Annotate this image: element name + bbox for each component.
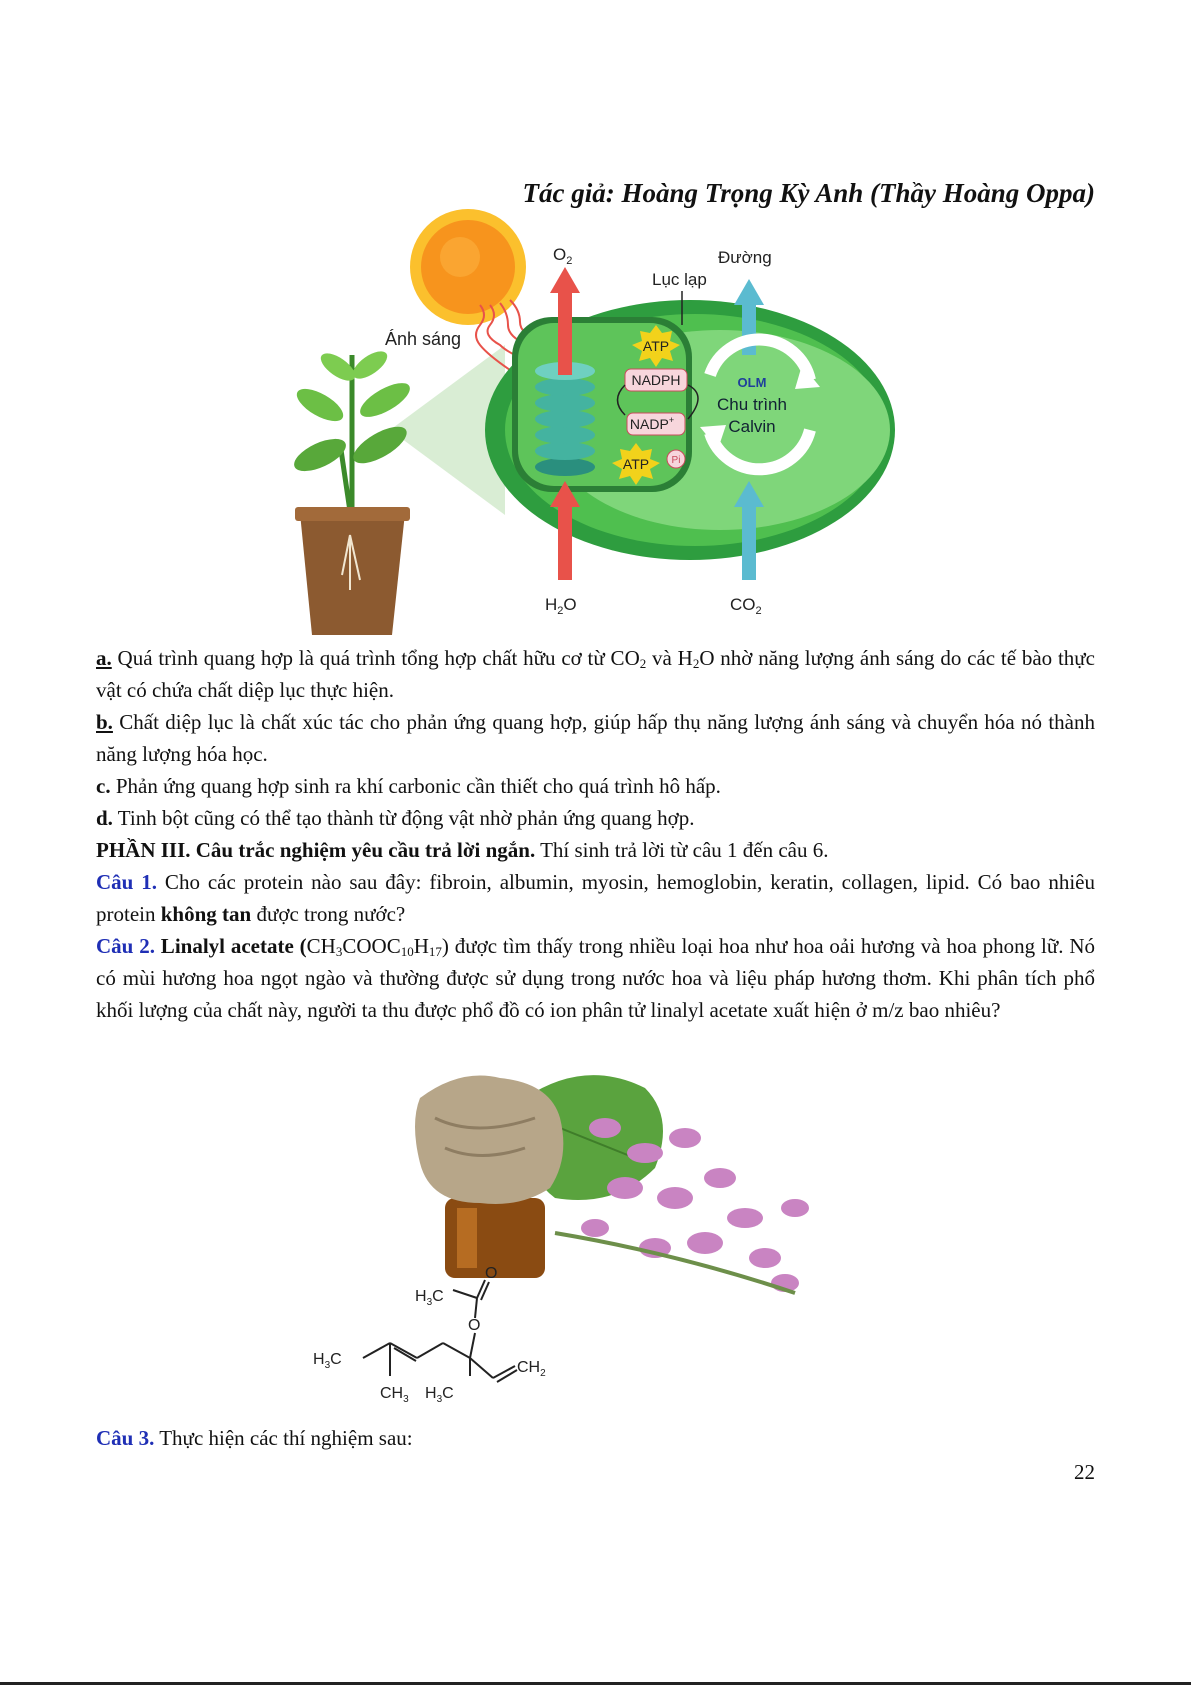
oil-bottle-illustration: [415, 1076, 563, 1279]
body-text: [96, 642, 1095, 1026]
photosynthesis-diagram: [290, 205, 910, 637]
part3-title: PHẦN III. Câu trắc nghiệm yêu cầu trả lời ngắn.: [96, 838, 536, 862]
question-2-label: Câu 2.: [96, 934, 155, 958]
question-3: Câu 3. Thực hiện các thí nghiệm sau:: [96, 1426, 413, 1450]
light-label: Ánh sáng: [385, 329, 462, 349]
svg-text:O: O: [468, 1317, 481, 1334]
statement-a: a. Quá trình quang hợp là quá trình tổng hợp chất hữu cơ từ $CO_2$ và $H_2O$ nhờ năng lượng ánh sáng do các tế bào thực vật có chứa chất diệp lục thực hiện.: [96, 646, 1095, 702]
structure-labels: [313, 1265, 546, 1405]
statement-c-label: c.: [96, 774, 111, 798]
svg-text:NADP+: NADP+: [629, 415, 675, 432]
svg-text:H3C: $H_3C$: [425, 1385, 454, 1405]
chloroplast-label: Lục lạp: [652, 270, 707, 289]
nadp-badge: [627, 413, 685, 435]
statement-a-label: a.: [96, 646, 112, 670]
statement-c: c. Phản ứng quang hợp sinh ra khí carbonic cần thiết cho quá trình hô hấp.: [96, 774, 721, 798]
svg-text:CH3: $CH_3$: [380, 1385, 409, 1405]
statement-d: d. Tinh bột cũng có thể tạo thành từ động vật nhờ phản ứng quang hợp.: [96, 806, 695, 830]
svg-text:Chu trình: Chu trình: [717, 395, 787, 414]
page-number: 22: [1074, 1460, 1095, 1484]
svg-text:NADPH: NADPH: [631, 372, 681, 388]
sun-icon: [410, 209, 526, 325]
sugar-label: Đường: [718, 248, 772, 267]
pi-badge: [667, 450, 685, 468]
svg-text:ATP: ATP: [622, 456, 650, 472]
svg-text:O: O: [485, 1265, 498, 1282]
h2o-label: $H_2O$: [545, 595, 577, 617]
part3-heading: PHẦN III. Câu trắc nghiệm yêu cầu trả lời ngắn. Thí sinh trả lời từ câu 1 đến câu 6.: [96, 838, 829, 862]
linalyl-acetate-figure: [313, 1058, 895, 1418]
svg-text:Pi: Pi: [671, 455, 681, 466]
statement-b: b. Chất diệp lục là chất xúc tác cho phản ứng quang hợp, giúp hấp thụ năng lượng ánh sáng và chuyển hóa nó thành năng lượng hóa học.: [96, 710, 1095, 766]
svg-text:H3C: $H_3C$: [313, 1351, 342, 1371]
co2-label: $CO_2$: [730, 595, 762, 617]
question-2: Câu 2. Linalyl acetate $(CH_3COOC_{10}H_{17})$ được tìm thấy trong nhiều loại hoa như hoa oải hương và hoa phong lữ. Nó có mùi hương hoa ngọt ngào và thường được sử dụng trong nước hoa và liệu pháp hương thơm. Khi phân tích phổ khối lượng của chất này, người ta thu được phổ đồ có ion phân tử linalyl acetate xuất hiện ở m/z bao nhiêu?: [96, 934, 1095, 1022]
svg-text:ATP: ATP: [642, 338, 670, 354]
statement-b-label: b.: [96, 710, 113, 734]
statement-d-label: d.: [96, 806, 113, 830]
svg-text:H3C: $H_3C$: [415, 1288, 444, 1308]
svg-text:Calvin: Calvin: [728, 417, 776, 436]
question-3-label: Câu 3.: [96, 1426, 155, 1450]
plant-illustration: [290, 346, 415, 635]
nadph-badge: [625, 369, 687, 391]
question-1: Câu 1. Cho các protein nào sau đây: fibroin, albumin, myosin, hemoglobin, keratin, collagen, lipid. Có bao nhiêu protein không tan được trong nước?: [96, 870, 1095, 926]
o2-label: $O_2$: [553, 245, 573, 267]
svg-text:OLM: OLM: [737, 375, 767, 390]
svg-text:CH2: $CH_2$: [517, 1359, 546, 1379]
author-line: Tác giả: Hoàng Trọng Kỳ Anh (Thầy Hoàng Oppa): [522, 178, 1095, 208]
question-1-label: Câu 1.: [96, 870, 158, 894]
